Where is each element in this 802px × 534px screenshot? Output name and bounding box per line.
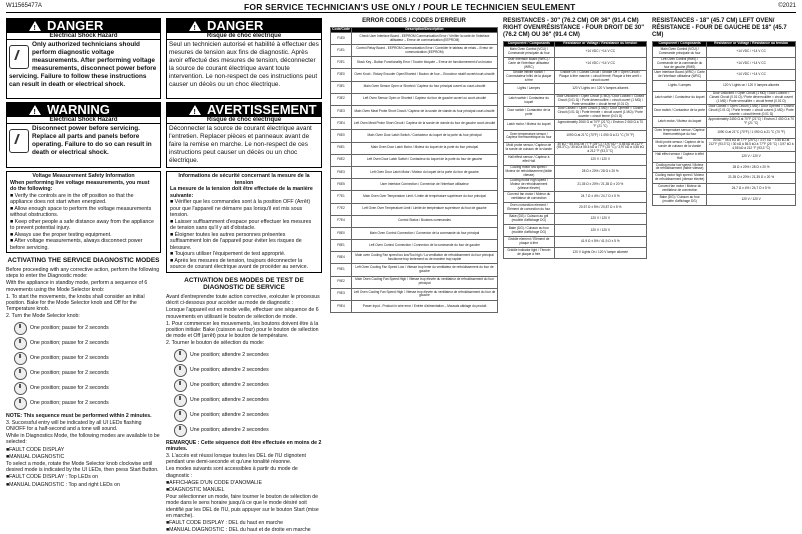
table-row <box>331 57 498 69</box>
header-rule <box>6 12 796 13</box>
knob-step: One position; pause for 2 seconds <box>14 353 161 365</box>
table-cell-value: 24.7 Ω ± 4% / 24,7 Ω ± 5 % <box>554 191 646 202</box>
voltage-item: ■ Vérifier que les commandes sont à la position OFF (Arrêt) pour que l'appareil ne démarre pas lorsqu'il est mis sous tension. <box>170 199 311 219</box>
table-row <box>504 107 647 120</box>
diag-p1-en: Before proceeding with any corrective action, perform the following steps to enter the Diagnostic mode: <box>6 266 160 280</box>
knob-step: Une position; attendre 2 secondes <box>174 410 322 422</box>
danger-box-en <box>6 18 161 99</box>
diag-p2-fr: Lorsque l'appareil est en mode veille, effectuer une séquence de 6 mouvements en utilisant le bouton de sélection de mode. <box>166 307 319 320</box>
knob-step: One position; pause for 2 seconds <box>14 383 161 395</box>
shock-hand-icon <box>9 45 29 69</box>
table-row <box>653 70 796 81</box>
diag-s2-fr: 2. Tourner le bouton de sélection du mode: <box>166 340 265 347</box>
warning-body-en: Disconnect power before servicing. Replace all parts and panels before operating. Failure to do so can result in death or electrical shock. <box>32 125 152 157</box>
table-row <box>653 46 796 57</box>
voltage-item: ■ Après les mesures de tension, toujours déconnecter la source de courant électrique avant de procéder au service. <box>170 257 309 271</box>
knob-step: Une position; attendre 2 secondes <box>174 395 322 407</box>
warning-subtitle-en: Electrical Shock Hazard <box>7 117 160 124</box>
knob-icon <box>174 379 187 392</box>
table-cell-value: 28 Ω ± 20% / 28 Ω ± 20 % <box>554 166 646 179</box>
warning-triangle-icon <box>29 21 41 31</box>
table-cell-value: Main Oven Door Latch Motor / Moteur du loquet de la porte du four principal <box>352 142 498 154</box>
table-cell-key: F9E3 <box>331 288 352 300</box>
table-cell-value: 120 V / 120 V <box>554 225 646 236</box>
table-row <box>331 240 498 252</box>
table-row <box>504 191 647 202</box>
table-cell-key: Mold probe sensor / Capteur de la sonde de cuisson de la viande <box>653 139 707 152</box>
table-cell-key: F7E2 <box>331 203 352 215</box>
diag-mode-en: ■FAULT CODE DISPLAY : Top LEDs on <box>6 474 99 481</box>
table-cell-value: 41.9 Ω ± 5% / 41,9 Ω ± 5 % <box>554 236 646 247</box>
table-cell-value: 20.57 Ω ± 5% / 20,57 Ω ± 5 % <box>554 203 646 214</box>
danger-title-fr: DANGER <box>207 18 264 33</box>
danger-subtitle-en: Electrical Shock Hazard <box>7 33 160 40</box>
table-row <box>653 184 796 195</box>
table-row <box>504 203 647 214</box>
table-cell-value: 120 V Lights On / 120 V lampe allumée <box>554 247 646 258</box>
table-cell-key: Oven temperature sensor / Capteur thermométrique du four <box>504 131 555 142</box>
knob-icon <box>174 364 187 377</box>
diag-p4-en: To select a mode, rotate the Mode Selector knob clockwise until desired mode is indicated by the UI LEDs, then press Start Button. <box>6 460 159 474</box>
table-cell-key: Hall effect sensor / Capteur à effet Hall <box>653 151 707 162</box>
table-cell-value: Griddle On = Closed Circuit / Griddle Off = Open Circuit / Plaque à frire marche = circuit fermé; Plaque à frire arrêt = circuit ouvert <box>554 70 646 83</box>
knob-icon <box>14 397 27 410</box>
table-row <box>331 191 498 203</box>
diag-mode-fr: ■AFFICHAGE D'UN CODE D'ANOMALIE <box>166 479 262 486</box>
diag-s2-en: 2. Turn the Mode Selector knob: <box>6 313 80 320</box>
table-row <box>653 92 796 105</box>
table-row <box>331 215 498 227</box>
diag-mode-en: ■MANUAL DIAGNOSTIC <box>6 453 65 460</box>
col-header: Description/Description <box>352 28 498 33</box>
warning-triangle-icon <box>189 21 201 31</box>
diag-s3-fr: 3. L'accès est réussi lorsque toutes les DEL de l'IU clignotent pendant une demi-seconde et qu'une tonalité résonne. <box>166 452 306 466</box>
shock-hand-icon <box>9 129 29 153</box>
table-cell-value: Approximately 2060 Ω at 70°F (21°C) / Environ 2 060 Ω à 70 °F (21 °C) <box>554 120 646 131</box>
table-cell-key: Main Oven Control (VCU) / Commande principale du four <box>653 46 707 57</box>
table-cell-value: Left Oven Over Temperature Limit / Limite de température supérieure du four de gauche <box>352 203 498 215</box>
table-cell-key: F1E0 <box>331 32 352 44</box>
res18-title: RESISTANCES - 18" (45.7 CM) LEFT OVEN/ RÉSISTANCE - FOUR DE GAUCHE DE 18" (45.7 CM) <box>652 18 787 38</box>
table-cell-key: F3E2 <box>331 93 352 105</box>
table-row <box>331 154 498 166</box>
table-row <box>331 32 498 44</box>
table-cell-key: Latch motor / Moteur du loquet <box>504 120 555 131</box>
knob-step: Une position; attendre 2 secondes <box>174 425 322 437</box>
table-cell-key: Door switch / Contacteur de la porte <box>504 107 555 120</box>
knob-step: One position; pause for 2 seconds <box>14 398 161 410</box>
table-row <box>653 117 796 128</box>
table-cell-key: Bake (DG) / Cuisson au gril (modèle d'affichage DG) <box>504 214 555 225</box>
table-cell-value: Main Oven Door Latch Switch / Contacteur du loquet de la porte du four principal <box>352 130 498 142</box>
table-row <box>653 104 796 117</box>
warning-triangle-icon <box>29 105 41 115</box>
table-cell-key: F9E2 <box>331 276 352 288</box>
table-row <box>331 264 498 276</box>
table-cell-value: 120 V / 120 V <box>707 151 796 162</box>
table-cell-value: 28 Ω ± 20% / 28 Ω ± 20 % <box>707 162 796 173</box>
table-cell-value: 1090 Ω at 21°C (70°F) / 1 090 Ω à 21 °C (70 °F) <box>707 128 796 139</box>
table-row <box>331 93 498 105</box>
table-cell-key: Latch switch / Contacteur du loquet <box>504 94 555 107</box>
knob-icon <box>174 394 187 407</box>
table-cell-value: 120 V / 120 V <box>554 214 646 225</box>
table-row <box>331 81 498 93</box>
table-row <box>504 236 647 247</box>
table-row <box>653 173 796 184</box>
table-row <box>504 131 647 142</box>
table-row <box>504 179 647 192</box>
table-row <box>331 118 498 130</box>
table-row <box>504 155 647 166</box>
table-row <box>504 83 647 94</box>
table-row <box>331 203 498 215</box>
voltage-lead-en: When performing live voltage measurements, you must do the following: <box>10 179 150 193</box>
table-cell-key: Convect fan motor / Moteur du ventilateur de convection <box>653 184 707 195</box>
table-cell-value: Left Oven Sensor Open or Shorted / Capteur du four de gauche ouvert ou court-circuité <box>352 93 498 105</box>
diag-title-fr: ACTIVATION DES MODES DE TEST DE DIAGNOSTIC DE SERVICE <box>184 276 304 292</box>
table-row <box>504 58 647 71</box>
table-cell-key: Latch switch / Contacteur du loquet <box>653 92 707 105</box>
diag-p3-en: While in Diagnostics Mode, the following modes are available to be selected: <box>6 433 160 446</box>
page-header <box>6 2 796 12</box>
diag-note-fr: REMARQUE : Cette séquence doit être effectuée en moins de 2 minutes. <box>166 439 322 452</box>
table-row <box>331 301 498 313</box>
knob-step: One position; pause for 2 seconds <box>14 368 161 380</box>
column-english <box>6 18 161 489</box>
diag-p1-fr: Avant d'entreprendre toute action corrective, exécuter le processus décrit ci-dessous pour accéder au mode de diagnostic : <box>166 293 320 307</box>
res30-table <box>503 41 647 259</box>
knob-icon <box>174 349 187 362</box>
table-cell-value: Stuck Key - Button Functionality Error / Touche bloquée – Erreur de fonctionnement d'un bouton <box>352 57 498 69</box>
table-cell-value: Approximately 2450 Ω at 70°F (21°C) / Environ 2 450 Ω à 70 °F (21 °C) <box>707 117 796 128</box>
doc-number: W11565477A <box>6 3 42 9</box>
table-cell-key: F8E4 <box>331 252 352 264</box>
table-cell-key: F6E3 <box>331 166 352 178</box>
table-cell-value: 120 V / 120 V <box>554 155 646 166</box>
voltage-item: ■ Toujours utiliser l'équipement de test approprié. <box>170 251 286 258</box>
table-cell-value: Main Oven Cooling Fan Speed High / Vitesse trop élevée du ventilateur de refroidissement du four principal <box>352 276 498 288</box>
table-cell-value: 1090 Ω at 21°C (70°F) / 1 090 Ω à 21 °C (70 °F) <box>554 131 646 142</box>
danger-body-fr: Seul un technicien autorisé et habilité à effectuer des mesures de tension aux fins de diagnostic. Après avoir effectué des mesures de tension, déconnecter la source de courant électrique avant toute intervention. Le non-respect de ces instructions peut causer un décès ou un choc électrique. <box>169 41 319 89</box>
table-cell-value: Left Oven Door Latch Switch / Contacteur du loquet de la porte du four de gauche <box>352 154 498 166</box>
table-cell-key: F8E0 <box>331 227 352 239</box>
danger-subtitle-fr: Risque de choc électrique <box>167 33 321 40</box>
table-cell-key: Door switch / Contacteur de la porte <box>653 104 707 117</box>
voltage-item: ■ Keep other people a safe distance away from the appliance to prevent potential injury. <box>10 218 154 232</box>
table-cell-value: Main Oven Over Temperature Limit / Limite de température supérieure du four principal <box>352 191 498 203</box>
res18-table <box>652 41 796 206</box>
diag-title-en: ACTIVATING THE SERVICE DIAGNOSTIC MODES <box>7 257 160 265</box>
col-header: Component / Composants <box>653 42 707 47</box>
table-row <box>331 166 498 178</box>
table-cell-key: Main Oven Control (VCU) / Commande principale du four <box>504 46 555 57</box>
voltage-item: ■ Laisser suffisamment d'espace pour effectuer les mesures de tension sans qu'il y ait d'obstacle. <box>170 218 312 232</box>
table-cell-key: User Interface Board (WRC) / Carte de l'interface utilisateur (WRC) <box>653 70 707 81</box>
knob-step: Une position; attendre 2 secondes <box>174 380 322 392</box>
table-row <box>653 139 796 152</box>
table-cell-key: F3E3 <box>331 106 352 118</box>
table-row <box>504 166 647 179</box>
table-row <box>504 247 647 258</box>
error-codes-table <box>330 27 498 313</box>
table-cell-key: Griddle infinite switch / Commutateur infini de la plaque à frire <box>504 70 555 83</box>
table-cell-key: Bake (DG) / Cuisson au four (modèle d'affichage DG) <box>504 225 555 236</box>
knob-icon <box>14 322 27 335</box>
table-cell-value: 120 V Lights on / 120 V lampes allumés <box>707 81 796 92</box>
table-row <box>331 45 498 57</box>
table-cell-key: Oven temperature sensor / Capteur thermométrique du four <box>653 128 707 139</box>
table-cell-value: Oven Knob - Rotary Encoder Open/Shorted / Bouton de four – Encodeur rotatif ouvert/court-circuité <box>352 69 498 81</box>
table-row <box>504 214 647 225</box>
table-cell-key: Bake (DG) / Cuisson au four (modèle d'affichage DG) <box>653 194 707 205</box>
table-cell-key: Cooling motor low speed / Moteur de refroidissement (faible vitesse) <box>653 162 707 173</box>
diag-s1-en: 1. To start the movements, the knobs shall consider an initial position. Bake for the Mode Selector knob and Off for the Temperature knob. <box>6 293 145 313</box>
table-cell-value: Left Oven Meat Probe Short Circuit / Capteur de la sonde de viande du four de gauche court-circuité <box>352 118 498 130</box>
resistance-18-section <box>652 18 796 206</box>
table-cell-value: 21.35 Ω ± 20% / 21,35 Ω ± 20 % <box>707 173 796 184</box>
warning-box-en <box>6 102 161 168</box>
warning-body-fr: Déconnecter la source de courant électrique avant l'entretien. Replacer pièces et panneaux avant de faire la remise en marche. Le non-respect de ces instructions peut causer un décès ou un choc électrique. <box>169 125 312 165</box>
table-cell-key: F9E1 <box>331 264 352 276</box>
col-header: Component / Composants <box>504 42 555 47</box>
table-row <box>504 94 647 107</box>
voltage-box-en <box>6 171 161 253</box>
table-row <box>653 128 796 139</box>
table-row <box>331 106 498 118</box>
voltage-title-fr: Informations de sécurité concernant la mesure de la tension <box>178 173 310 186</box>
table-cell-key: Cooling motor low speed / Moteur de refroidissement (faible vitesse) <box>505 165 553 178</box>
table-row <box>331 288 498 300</box>
table-cell-value: 30 kΩ ~ 55.5 kΩ at 77°F (25°C) / 3.97 kΩ ~ 4.55 kΩ at 212°F (93.3°C) / 30 kΩ à 55.5 kΩ à 77°F (25 °C) / 3,97 kΩ à 4,55 kΩ à 212 °F (93,3 °C) <box>707 139 796 152</box>
table-row <box>331 252 498 264</box>
table-cell-value: Left Oven Control Connection / Connexion de la commande du four de gauche <box>352 240 498 252</box>
warning-title-fr: AVERTISSEMENT <box>207 102 317 118</box>
table-row <box>331 227 498 239</box>
table-cell-value: Power Input - Product in wire error / Entrée d'alimentation – Mauvais câblage du produit <box>352 301 498 313</box>
table-cell-value: +14 VDC / +14 V CC <box>554 46 646 57</box>
table-cell-key: Griddle indicator light / Témoin de plaque à frire <box>504 247 555 258</box>
table-cell-value: Left Oven Cooling Fan Speed High / Vitesse trop élevée du ventilateur de refroidissement du four de gauche <box>352 288 498 300</box>
table-cell-key: F2E1 <box>331 57 352 69</box>
voltage-item: ■ Allow enough space to perform the voltage measurements without obstructions. <box>10 205 152 219</box>
knob-icon <box>174 409 187 422</box>
diag-p2-en: With the appliance in standby mode, perform a sequence of 6 movements using the Mode Selector knob: <box>6 280 148 293</box>
table-row <box>653 194 796 205</box>
table-cell-value: 120 V / 120 V <box>707 194 796 205</box>
table-cell-key: Latch motor / Moteur du loquet <box>653 117 707 128</box>
warning-title-en: WARNING <box>47 102 110 118</box>
table-cell-key: F1E1 <box>331 45 352 57</box>
warning-triangle-icon <box>189 105 201 115</box>
knob-icon <box>14 382 27 395</box>
table-cell-key: Left Oven Control (RMS) / Commande de la commande du four de gauche (RMS) <box>653 57 707 70</box>
table-cell-value: +14 VDC / +14 V CC <box>707 57 796 70</box>
table-row <box>653 162 796 173</box>
table-row <box>331 276 498 288</box>
error-codes-title: ERROR CODES / CODES D'ERREUR <box>362 18 466 24</box>
diag-mode-en: ■FAULT CODE DISPLAY <box>6 446 65 453</box>
table-cell-key: F8E1 <box>331 240 352 252</box>
table-row <box>653 151 796 162</box>
table-row <box>331 142 498 154</box>
diag-p4-fr: Pour sélectionner un mode, faire tourner le bouton de sélection de mode dans le sens horaire jusqu'à ce que le mode désiré soit identifié par les DEL de l'IU, puis appuyer sur le bouton Start (mise en marche). <box>166 494 319 519</box>
page-title: FOR SERVICE TECHNICIAN'S USE ONLY / POUR LE TECHNICIEN SEULEMENT <box>244 2 576 12</box>
danger-body-en: Only authorized technicians should perform diagnostic voltage measurements. After performing voltage measurements, disconnect power before servicing. Failure to follow these instructions can result in death or electrical shock. <box>9 41 157 89</box>
diag-mode-fr: ■DIAGNOSTIC MANUEL <box>166 486 225 493</box>
voltage-box-fr <box>166 171 322 273</box>
table-cell-key: Oven convection element / Élément de convection du four <box>504 203 555 214</box>
table-cell-key: Mold probe sensor / Capteur de la sonde de cuisson de la viande <box>504 142 555 155</box>
table-cell-value: +14 VDC / +14 V CC <box>554 58 646 71</box>
table-cell-value: Main Oven Meat Probe Short Circuit / Capteur de la sonde de viande du four principal court-circuité <box>352 106 498 118</box>
table-cell-key: F3E4 <box>331 118 352 130</box>
table-cell-value: Control Status / Boutons commandes <box>352 215 498 227</box>
table-cell-key: Cooling motor high speed / Moteur de refroidissement (vitesse élevée) <box>653 173 707 184</box>
col-header: Code/Code <box>332 27 350 31</box>
diag-note-en: NOTE: This sequence must be performed within 2 minutes. <box>6 412 152 419</box>
voltage-item: ■ After voltage measurements, always disconnect power before servicing. <box>10 238 143 251</box>
table-cell-value: Left Oven Door Latch Motor / Moteur du loquet de la porte du four de gauche <box>352 166 498 178</box>
diag-p3-fr: Les modes suivants sont accessibles à partir du mode de diagnostic : <box>166 466 298 479</box>
table-row <box>331 130 498 142</box>
table-cell-key: Lights / Lampes <box>504 83 555 94</box>
table-row <box>331 69 498 81</box>
warning-subtitle-fr: Risque de choc électrique <box>167 117 321 124</box>
table-row <box>504 120 647 131</box>
table-row <box>504 70 647 83</box>
table-row <box>504 46 647 57</box>
voltage-item: ■ Éloigner toutes les autres personnes présentes suffisamment loin de l'appareil pour éviter les risques de blessure. <box>170 231 302 251</box>
diag-mode-en: ■MANUAL DIAGNOSTIC : Top and right LEDs on <box>6 481 120 488</box>
voltage-item: ■ Always use the proper testing equipment. <box>10 231 112 238</box>
table-row <box>504 142 647 155</box>
table-cell-key: Lights / Lampes <box>653 81 707 92</box>
error-codes-section <box>330 18 498 313</box>
table-cell-key: F7E1 <box>331 191 352 203</box>
knob-step: Une position; attendre 2 secondes <box>174 350 322 362</box>
table-cell-value: +14 VDC / +14 V CC <box>707 46 796 57</box>
table-row <box>504 225 647 236</box>
table-cell-key: F6E5 <box>331 179 352 191</box>
knob-step: One position; pause for 2 seconds <box>14 338 161 350</box>
danger-title-en: DANGER <box>47 18 104 33</box>
table-cell-value: 24.7 Ω ± 4% / 24,7 Ω ± 5 % <box>707 184 796 195</box>
voltage-title-en: Voltage Measurement Safety Information <box>32 173 135 180</box>
danger-box-fr <box>166 18 322 99</box>
diag-mode-fr: ■FAULT CODE DISPLAY : DEL du haut en marche <box>166 519 284 526</box>
knob-step: Une position; attendre 2 secondes <box>174 365 322 377</box>
col-header: Resistance or Voltage / Résistance ou tension <box>554 42 646 47</box>
table-cell-value: Door Closed = Open Circuit (1 MΩ) / Door Opened = Closed Circuit (0.01 Ω) / Porte fermée = circuit ouvert (1 MΩ) / Porte ouverte = circuit fermé (0.01 Ω) <box>554 107 646 120</box>
table-cell-key: F3E1 <box>331 81 352 93</box>
res30-title: RESISTANCES - 30" (76.2 CM) OR 36" (91.4 CM) RIGHT OVEN/RÉSISTANCE - FOUR DROIT DE 30" (76.2 CM) OU 36" (91.4 CM) <box>503 18 645 38</box>
table-cell-key: User Interface Board (WRC) / Carte de l'interface utilisateur (WRC) <box>504 58 555 71</box>
table-cell-key: F6E2 <box>331 154 352 166</box>
warning-box-fr <box>166 102 322 168</box>
diag-mode-fr: ■MANUAL DIAGNOSTIC : DEL du haut et de droite en marche <box>166 527 311 534</box>
table-cell-value: +14 VDC / +14 V CC <box>707 70 796 81</box>
knob-icon <box>174 424 187 437</box>
column-french <box>166 18 322 534</box>
diag-s1-fr: 1. Pour commencer les mouvements, les boutons doivent être à la position initiale: Bake (cuisson au four) pour le bouton de sélection de mode et Off (arrêt) pour le bouton de température. <box>166 320 319 340</box>
knob-icon <box>14 337 27 350</box>
table-cell-key: Convect fan motor / Moteur du ventilateur de convection <box>504 191 555 202</box>
voltage-lead-fr: La mesure de la tension doit être effectuée de la manière suivante: <box>170 186 313 199</box>
table-cell-value: Door Unlocked = Open Circuit (1 MΩ) / Door Locked = Closed Circuit (0.01 Ω) / Porte déverrouillée = circuit ouvert (1 MΩ) / Porte verrouillée = circuit fermé (0.01 Ω) <box>554 94 646 107</box>
table-cell-key: F7E4 <box>331 215 352 227</box>
table-row <box>331 179 498 191</box>
copyright: ©2021 <box>778 3 796 9</box>
table-cell-key: Griddle element / Élément de plaque à frire <box>504 236 555 247</box>
col-header: Resistance or Voltage / Résistance ou tension <box>707 42 796 47</box>
table-row <box>653 81 796 92</box>
table-cell-value: Control Relay Board - EEPROM Communication Error / Contrôler le tableau de relais – Erreur de communication (EEPROM) <box>352 45 498 57</box>
table-cell-key: Cooling motor high speed / Moteur de refroidissement (vitesse élevée) <box>504 179 555 192</box>
voltage-item: ■ Verify the controls are in the off position so that the appliance does not start when energized. <box>10 192 134 206</box>
table-cell-value: User Interface Connection / Connexion de l'interface utilisateur <box>352 179 498 191</box>
knob-icon <box>14 352 27 365</box>
knob-step: One position; pause for 2 seconds <box>14 323 161 335</box>
knob-icon <box>14 367 27 380</box>
table-cell-key: F6E0 <box>331 130 352 142</box>
resistance-30-section <box>503 18 647 259</box>
table-cell-value: Main Oven Control Connection / Connexion de la commande du four principal <box>352 227 498 239</box>
table-row <box>653 57 796 70</box>
table-cell-key: F3E0 <box>331 69 352 81</box>
table-cell-value: Left Oven Cooling Fan Speed Low / Vitesse trop lente du ventilateur de refroidissement du four de gauche <box>352 264 498 276</box>
table-cell-value: Main Oven Sensor Open or Shorted / Capteur du four principal ouvert ou court-circuité <box>352 81 498 93</box>
diag-s3-en: 3. Successful entry will be indicated by all UI LEDs flashing ON/OFF for a half-second and a tone will sound. <box>6 419 142 432</box>
table-cell-value: Main oven Cooling Fan speed too low/Too high / La ventilation de refroidissement du four principal fonctionne trop lentement ou de manière trop rapide <box>352 252 498 264</box>
table-cell-value: Door Closed = Open Circuit (1 MΩ) / Door Opened = Closed Circuit (0.01 Ω) / Porte fermée = circuit ouvert (1 MΩ) / Porte ouverte = circuit fermé (0.01 Ω) <box>708 103 794 116</box>
table-cell-value: Check User Interface Board - EEPROM Communication Error / Vérifier la carte de l'interface utilisateur – Erreur de communication (EEPROM) <box>352 32 498 44</box>
table-cell-key: Hall effect sensor / Capteur à effet Hall <box>504 155 555 166</box>
table-cell-value: 21.35 Ω ± 20% / 21,35 Ω ± 20 % <box>554 179 646 192</box>
table-cell-key: F6E1 <box>331 142 352 154</box>
table-cell-value: 30 kΩ ~ 55.5 kΩ at 77°F (25°C) / 3.97 kΩ ~ 4.55 kΩ at 212°F (93.3°C) / 30 kΩ à 55.5 kΩ à 77°F (25 °C) / 3,97 kΩ à 4,55 kΩ à 212 °F (93,3 °C) <box>554 142 646 155</box>
table-cell-key: F9E4 <box>331 301 352 313</box>
table-cell-value: Door Unlocked = Open Circuit (1 MΩ) / Door Locked = Closed Circuit (0.01 Ω) / Porte déverrouillée = circuit ouvert (1 MΩ) / Porte verrouillée = circuit fermé (0.01 Ω) <box>707 92 796 105</box>
table-cell-value: 120 V Lights on / 120 V lampes allumés <box>554 83 646 94</box>
